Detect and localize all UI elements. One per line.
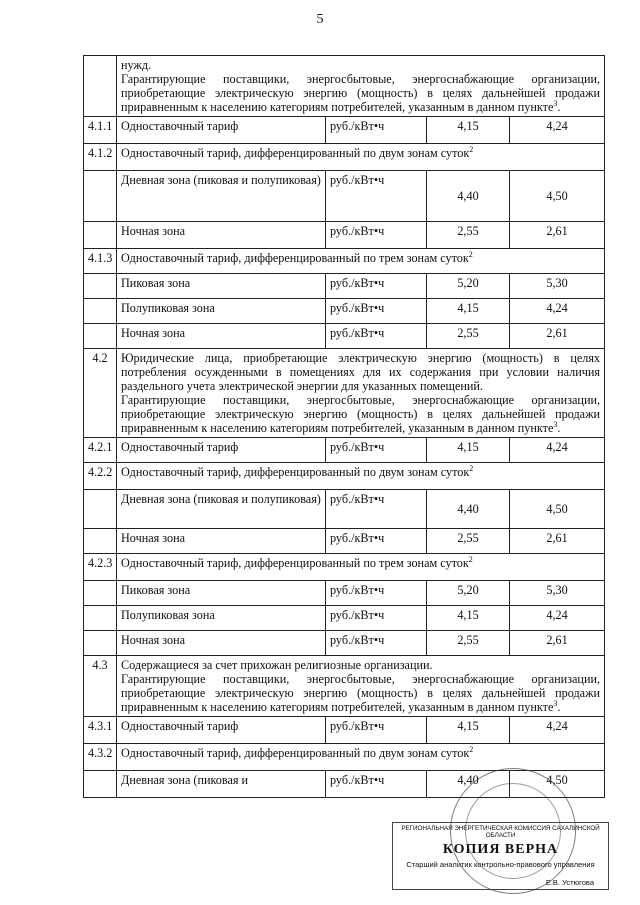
row-label: Пиковая зона: [117, 581, 326, 606]
page-number: 5: [316, 12, 324, 27]
value-1: 2,55: [427, 222, 510, 249]
intro-line-2: Гарантирующие поставщики, энергосбытовые, энергоснабжающие организации, приобретающие электрическую энергию (мощность) в целях дальнейшей продажи приравненным к населению категориям потребителей, указанным в данном пункте$^3$.: [121, 72, 601, 114]
row-number: 4.2.3: [84, 554, 117, 581]
value-1: 4,40: [427, 171, 510, 222]
table-row-day-zone: [84, 171, 605, 222]
unit-cell: руб./кВт•ч: [326, 490, 427, 529]
section-text-1: Юридические лица, приобретающие электрическую энергию (мощность) в целях потребления осужденными в помещениях для их содержания при условии наличия раздельного учета электрической энергии для указанных помещений.: [121, 351, 601, 393]
table-row-4-2: [84, 349, 605, 438]
row-label: Одноставочный тариф, дифференцированный по трем зонам суток$^2$: [117, 554, 605, 581]
value-1: 4,15: [427, 606, 510, 631]
row-label: Дневная зона (пиковая и полупиковая): [117, 171, 326, 222]
table-row-peak-zone: [84, 581, 605, 606]
row-label: Одноставочный тариф, дифференцированный по трем зонам суток$^2$: [117, 249, 605, 274]
value-2: 2,61: [510, 529, 605, 554]
stamp-signatory: Е.В. Устюгова: [545, 878, 594, 887]
row-number: 4.3: [84, 656, 117, 717]
num-cell: [84, 631, 117, 656]
value-1: 2,55: [427, 324, 510, 349]
row-number: 4.1.1: [84, 117, 117, 144]
table-row-4-2-3: [84, 554, 605, 581]
row-label: Одноставочный тариф: [117, 717, 326, 744]
num-cell: [84, 56, 117, 117]
section-text-2: Гарантирующие поставщики, энергосбытовые, энергоснабжающие организации, приобретающие электрическую энергию (мощность) в целях дальнейшей продажи приравненным к населению категориям потребителей, указанным в данном пункте$^3$.: [121, 393, 601, 435]
row-label: Дневная зона (пиковая и полупиковая): [117, 490, 326, 529]
table-row-day-zone: [84, 771, 605, 798]
tariff-table: [83, 55, 605, 798]
unit-cell: руб./кВт•ч: [326, 771, 427, 798]
description-cell: [117, 56, 605, 117]
num-cell: [84, 771, 117, 798]
num-cell: [84, 324, 117, 349]
table-row-4-3: [84, 656, 605, 717]
stamp-title: КОПИЯ ВЕРНА: [442, 842, 559, 857]
value-2: 5,30: [510, 581, 605, 606]
value-2: 4,24: [510, 117, 605, 144]
table-row-night-zone: [84, 529, 605, 554]
row-label: Одноставочный тариф: [117, 438, 326, 463]
value-1: 2,55: [427, 529, 510, 554]
row-number: 4.3.2: [84, 744, 117, 771]
table-row-peak-zone: [84, 274, 605, 299]
value-2: 4,50: [510, 771, 605, 798]
table-row-4-1-2: [84, 144, 605, 171]
row-number: 4.1.2: [84, 144, 117, 171]
unit-cell: руб./кВт•ч: [326, 717, 427, 744]
value-1: 4,40: [427, 771, 510, 798]
table-row-4-1-1: [84, 117, 605, 144]
num-cell: [84, 490, 117, 529]
unit-cell: руб./кВт•ч: [326, 606, 427, 631]
num-cell: [84, 581, 117, 606]
value-2: 4,50: [510, 490, 605, 529]
unit-cell: руб./кВт•ч: [326, 438, 427, 463]
num-cell: [84, 222, 117, 249]
row-label: Полупиковая зона: [117, 606, 326, 631]
row-number: 4.2.2: [84, 463, 117, 490]
table-row-night-zone: [84, 324, 605, 349]
unit-cell: руб./кВт•ч: [326, 171, 427, 222]
row-label: Дневная зона (пиковая и: [117, 771, 326, 798]
value-1: 5,20: [427, 274, 510, 299]
unit-cell: руб./кВт•ч: [326, 529, 427, 554]
unit-cell: руб./кВт•ч: [326, 299, 427, 324]
value-1: 4,15: [427, 117, 510, 144]
num-cell: [84, 171, 117, 222]
unit-cell: руб./кВт•ч: [326, 324, 427, 349]
row-label: Ночная зона: [117, 529, 326, 554]
value-2: 2,61: [510, 222, 605, 249]
value-1: 5,20: [427, 581, 510, 606]
table-row-4-3-2: [84, 744, 605, 771]
certification-stamp: [392, 822, 609, 890]
table-row-night-zone: [84, 631, 605, 656]
section-text-1: Содержащиеся за счет прихожан религиозные организации.: [121, 658, 433, 672]
value-1: 2,55: [427, 631, 510, 656]
section-text-2: Гарантирующие поставщики, энергосбытовые, энергоснабжающие организации, приобретающие электрическую энергию (мощность) в целях дальнейшей продажи приравненным к населению категориям потребителей, указанным в данном пункте$^3$.: [121, 672, 601, 714]
value-2: 4,24: [510, 717, 605, 744]
num-cell: [84, 529, 117, 554]
table-row-4-2-1: [84, 438, 605, 463]
table-row-4-2-2: [84, 463, 605, 490]
row-number: 4.3.1: [84, 717, 117, 744]
description-cell: [117, 349, 605, 438]
num-cell: [84, 274, 117, 299]
stamp-organization: РЕГИОНАЛЬНАЯ ЭНЕРГЕТИЧЕСКАЯ КОМИССИЯ САХАЛИНСКОЙ ОБЛАСТИ: [401, 825, 600, 839]
row-number: 4.1.3: [84, 249, 117, 274]
value-2: 4,24: [510, 606, 605, 631]
value-1: 4,40: [427, 490, 510, 529]
unit-cell: руб./кВт•ч: [326, 274, 427, 299]
value-2: 2,61: [510, 324, 605, 349]
unit-cell: руб./кВт•ч: [326, 117, 427, 144]
row-label: Одноставочный тариф: [117, 117, 326, 144]
value-1: 4,15: [427, 299, 510, 324]
row-label: Одноставочный тариф, дифференцированный по двум зонам суток$^2$: [117, 463, 605, 490]
table-row-night-zone: [84, 222, 605, 249]
row-number: 4.2.1: [84, 438, 117, 463]
table-row-half-peak-zone: [84, 606, 605, 631]
row-label: Одноставочный тариф, дифференцированный по двум зонам суток$^2$: [117, 144, 605, 171]
table-row-day-zone: [84, 490, 605, 529]
row-label: Одноставочный тариф, дифференцированный по двум зонам суток$^2$: [117, 744, 605, 771]
stamp-position: Старший аналитик контрольно-правового управления: [406, 860, 595, 869]
row-label: Полупиковая зона: [117, 299, 326, 324]
table-row-4-3-1: [84, 717, 605, 744]
row-label: Пиковая зона: [117, 274, 326, 299]
row-label: Ночная зона: [117, 324, 326, 349]
num-cell: [84, 299, 117, 324]
unit-cell: руб./кВт•ч: [326, 631, 427, 656]
value-2: 4,24: [510, 438, 605, 463]
value-2: 4,50: [510, 171, 605, 222]
value-2: 4,24: [510, 299, 605, 324]
row-number: 4.2: [84, 349, 117, 438]
unit-cell: руб./кВт•ч: [326, 581, 427, 606]
unit-cell: руб./кВт•ч: [326, 222, 427, 249]
value-2: 5,30: [510, 274, 605, 299]
description-cell: [117, 656, 605, 717]
table-row-intro: [84, 56, 605, 117]
value-1: 4,15: [427, 717, 510, 744]
intro-line-1: нужд.: [121, 58, 152, 72]
table-row-4-1-3: [84, 249, 605, 274]
table-row-half-peak-zone: [84, 299, 605, 324]
row-label: Ночная зона: [117, 631, 326, 656]
value-1: 4,15: [427, 438, 510, 463]
row-label: Ночная зона: [117, 222, 326, 249]
num-cell: [84, 606, 117, 631]
value-2: 2,61: [510, 631, 605, 656]
